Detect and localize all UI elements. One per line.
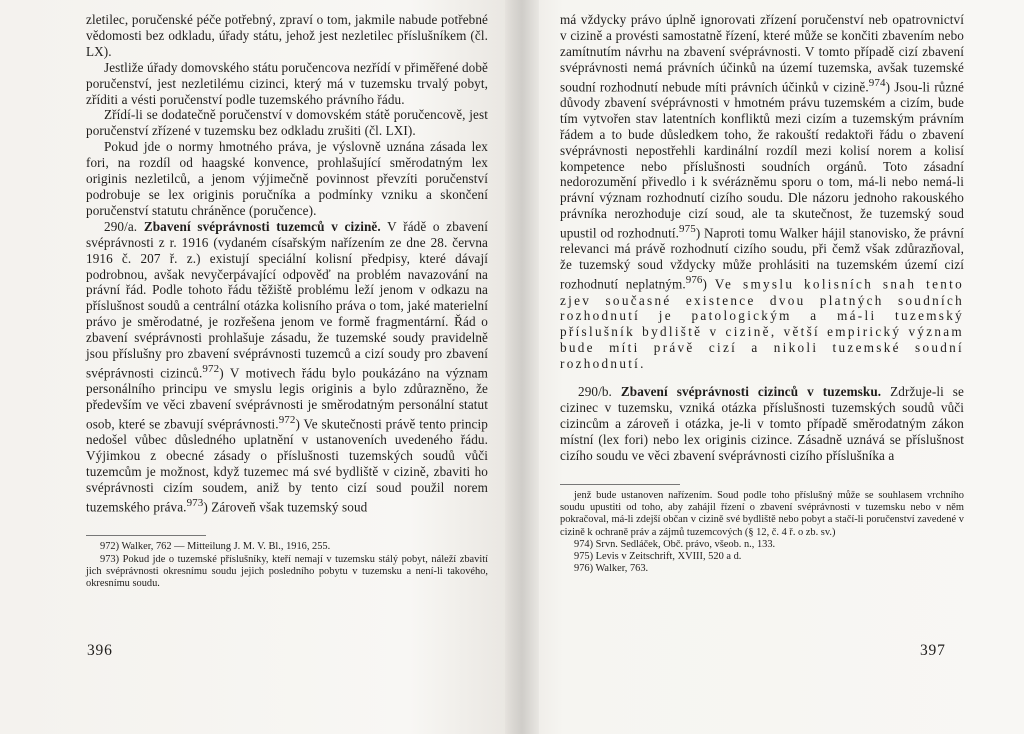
section-text: Zároveň však tuzemský soud	[211, 499, 368, 515]
paragraph: Pokud jde o normy hmotného práva, je výslovně uznána zásada lex fori, na rozdíl od haagské konvence, prohlašující směrodatným lex originis nezletilců, a jenom výjimečně povinnost převzíti poručenství podrobuje se lex originis poručníka a podmínky vzniku a skončení poručenství statutu chráněnce (poručence).	[86, 139, 488, 218]
paragraph-text: má vždycky právo úplně ignorovati zřízení poručenství neb opatrovnictví v cizině a provésti samostatně řízení, které může se končiti zbavením nebo zamítnutím návrhu na zbavení svéprávnosti. V tomto případě cizí zbavení svéprávnosti nemá právních účinků na území tuzemska, avšak tuzemské soudní rozhodnutí nebude míti právních účinků v cizině.	[560, 12, 964, 95]
section-text: Zdržuje-li se cizinec v tuzemsku, vzniká otázka příslušnosti tuzemských soudů vůči cizincům a zároveň i otázka, je-li v tomto případě směrodatným zákon místní (lex fori) nebo lex originis cizince. Zásadně uznává se příslušnost cizího soudu ve věci zbavení svéprávnosti cizího příslušníka a	[560, 384, 964, 463]
left-footnotes	[86, 531, 488, 590]
right-page	[560, 12, 964, 576]
section-number: 290/b.	[578, 384, 612, 400]
section-title: Zbavení svéprávnosti cizinců v tuzemsku.	[620, 384, 882, 400]
section-text: V motivech řádu bylo poukázáno na význam personálního principu ve smyslu legis originis a bylo zdůrazněno, že především ve věci zbavení svéprávnosti je směrodatným personální statut osob, které se zbavují svéprávnosti.	[86, 365, 488, 432]
paragraph-text: Naproti tomu Walker hájil stanovisko, že právní relevanci má právě rozhodnutí cizího soudu, při čemž však zdůrazňoval, že tuzemský soud vždycky může prohlásiti na tuzemském území cizí rozhodnutí neplatným.	[560, 225, 964, 292]
section-290a: 290/a. Zbavení svéprávnosti tuzemců v cizině. V řádě o zbavení svéprávnosti z r. 1916 (vydaném císařským nařízením ze dne 28. června 1916 č. 207 ř. z.) existují speciální kolisní předpisy, které dávají podrobnou, avšak nevyčerpávající odpověď na problém navazování na právní řád. Podle tohoto řádu těžiště problému leží jenom v odkazu na příslušnost soudů a centrální otázka kolisního práva o tom, jaké materielní právo je směrodatné, je rozřešena jenom ve formě fragmentární. Řád o zbavení svéprávnosti prohlašuje zásadu, že tuzemské soudy pravidelně jsou příslušny pro zbavení svéprávnosti tuzemců a cizí soudy pro zbavení svéprávnosti cizinců.$^{972}$) V motivech řádu bylo poukázáno na význam personálního principu ve smyslu legis originis a bylo zdůrazněno, že především ve věci zbavení svéprávnosti je směrodatným personální statut osob, které se zbavují svéprávnosti.$^{972}$) Ve skutečnosti právě tento princip nedošel vůbec důsledného uplatnění v ustanoveních uvedeného řádu. Výjimkou z obecné zásady o příslušnosti tuzemských soudů vůči tuzemcům je možnost, když tuzemec má své bydliště v cizině, zbaviti ho svéprávnosti cizím soudem, aniž by tento cizí soud použil norem tuzemského práva.$^{973}$) Zároveň však tuzemský soud	[86, 218, 488, 515]
footnote-ref: 972	[202, 362, 220, 375]
paragraph: Jestliže úřady domovského státu poručencova nezřídí v přiměřené době poručenství, jest nezletilému cizinci, který má v tuzemsku trvalý pobyt, zříditi a vésti poručenství podle tuzemského právního řádu.	[86, 59, 488, 107]
paragraph-text-spaced: Ve smyslu kolisních snah tento zjev současné existence dvou platných soudních rozhodnutí je patologickým a má-li tuzemský příslušník bydliště v cizině, větší empirický význam bude míti právě cizí a nikoli tuzemské soudní rozhodnutí.	[560, 276, 965, 372]
book-gutter	[505, 0, 539, 734]
paragraph: má vždycky právo úplně ignorovati zřízení poručenství neb opatrovnictví v cizině a provésti samostatně řízení, které může se končiti zbavením nebo zamítnutím návrhu na zbavení svéprávnosti. V tomto případě cizí zbavení svéprávnosti nemá právních účinků na území tuzemska, avšak tuzemské soudní rozhodnutí nebude míti právních účinků v cizině.$^{974}$) Jsou-li různé důvody zbavení svéprávnosti v hmotném právu tuzemském a cizím, bude tím vytvořen stav latentních konfliktů mezi cizím a tuzemským právním řádem a to bude důsledkem toho, že rakouští redaktoři řádu o zbavení svéprávnosti nepostřehli kardinální rozdíl mezi kolisí norem a kolisí kompetence nebo příslušnosti soudních orgánů. Toto zásadní nedorozumění přivedlo i k svérázněmu sporu o tom, má-li nebo nemá-li právní význam rozhodnutí cizího soudu. Dle názoru jednoho rakouského právníka nerozhoduje cizí soud, ale ta skutečnost, že tuzemský soud upustil od rozhodnutí.$^{975}$) Naproti tomu Walker hájil stanovisko, že právní relevanci má právě rozhodnutí cizího soudu, při čemž však zdůrazňoval, že tuzemský soud vždycky může prohlásiti na tuzemském území cizí rozhodnutí neplatným.$^{976}$) Ve smyslu kolisních snah tento zjev současné existence dvou platných soudních rozhodnutí je patologickým a má-li tuzemský příslušník bydliště v cizině, větší empirický význam bude míti právě cizí a nikoli tuzemské soudní rozhodnutí.	[560, 12, 965, 372]
footnote: 974) Srvn. Sedláček, Obč. právo, všeob. n., 133.	[574, 538, 776, 550]
footnote-ref: 972	[278, 414, 296, 427]
section-text: V řádě o zbavení svéprávnosti z r. 1916 (vydaném císařským nařízením ze dne 28. června 1916 č. 207 ř. z.) existují speciální kolisní předpisy, které dávají podrobnou, avšak nevyčerpávající odpověď na problém navazování na právní řád. Podle tohoto řádu těžiště problému leží jenom v odkazu na příslušnost soudů a centrální otázka kolisního práva o tom, jaké materielní právo je směrodatné, je rozřešena jenom ve formě fragmentární. Řád o zbavení svéprávnosti prohlašuje zásadu, že tuzemské soudy pravidelně jsou příslušny pro zbavení svéprávnosti tuzemců a cizí soudy pro zbavení svéprávnosti cizinců.	[86, 218, 488, 381]
section-title: Zbavení svéprávnosti tuzemců v cizině.	[143, 218, 381, 234]
footnote-ref: 975	[679, 223, 696, 236]
footnote: 972) Walker, 762 — Mitteilung J. M. V. Bl., 1916, 255.	[100, 541, 331, 553]
footnote: 975) Levis v Zeitschrift, XVIII, 520 a d.	[574, 551, 742, 563]
paragraph: zletilec, poručenské péče potřebný, zpraví o tom, jakmile nabude potřebné vědomosti bez odkladu, úřady státu, jehož jest nezletilec příslušníkem (čl. LX).	[86, 12, 488, 59]
footnote-rule	[86, 535, 206, 536]
footnote-rule	[560, 484, 680, 485]
footnote: 976) Walker, 763.	[574, 563, 649, 575]
footnote-ref: 973	[186, 496, 204, 509]
footnote: 973) Pokud jde o tuzemské příslušníky, kteří nemají v tuzemsku stálý pobyt, náleží zbavití jich svéprávnosti okresnímu soudu jejich posledního pobytu v tuzemsku a není-li takového, okresnímu soudu.	[86, 553, 488, 590]
paragraph-text: Jsou-li různé důvody zbavení svéprávnosti v hmotném právu tuzemském a cizím, bude tím vytvořen stav latentních konfliktů mezi cizím a tuzemským právním řádem a to bude důsledkem toho, že rakouští redaktoři řádu o zbavení svéprávnosti nepostřehli kardinální rozdíl mezi kolisí norem a kolisí kompetence nebo příslušnosti soudních orgánů. Toto zásadní nedorozumění přivedlo i k svérázněmu sporu o tom, má-li nebo nemá-li právní význam rozhodnutí cizího soudu. Dle názoru jednoho rakouského právníka nerozhoduje cizí soud, ale ta skutečnost, že tuzemský soud upustil od rozhodnutí.	[560, 79, 964, 241]
section-number: 290/a.	[104, 218, 138, 234]
footnote-ref: 974	[868, 76, 886, 89]
page-number-left: 396	[87, 642, 113, 659]
footnote-continuation: jenž bude ustanoven nařízením. Soud podle toho příslušný může se souhlasem vrchního soudu upustiti od toho, aby zahájil řízení o zbavení svéprávnosti v tuzemsku nebo v něm pokračoval, má-li zdejší občan v cizině své bydliště nebo pobyt a stačí-li poručenství zavedené v cizině k ochraně práv a zájmů tuzemcových (§ 12, č. 4 ř. o zb. sv.)	[560, 489, 964, 538]
paragraph: Zřídí-li se dodatečně poručenství v domovském státě poručencově, jest poručenství zřízené v tuzemsku bez odkladu zrušiti (čl. LXI).	[86, 107, 488, 139]
left-page	[86, 12, 488, 590]
page-number-right: 397	[920, 642, 946, 659]
section-290b	[560, 384, 964, 464]
left-page-body	[86, 12, 488, 515]
right-footnotes	[560, 480, 964, 576]
right-page-body	[560, 12, 964, 464]
footnote-ref: 976	[685, 274, 703, 287]
section-text: Ve skutečnosti právě tento princip nedošel vůbec důsledného uplatnění v ustanoveních uvedeného řádu. Výjimkou z obecné zásady o příslušnosti tuzemských soudů vůči tuzemcům je možnost, když tuzemec má své bydliště v cizině, zbaviti ho svéprávnosti cizím soudem, aniž by tento cizí soud použil norem tuzemského práva.	[86, 416, 488, 515]
